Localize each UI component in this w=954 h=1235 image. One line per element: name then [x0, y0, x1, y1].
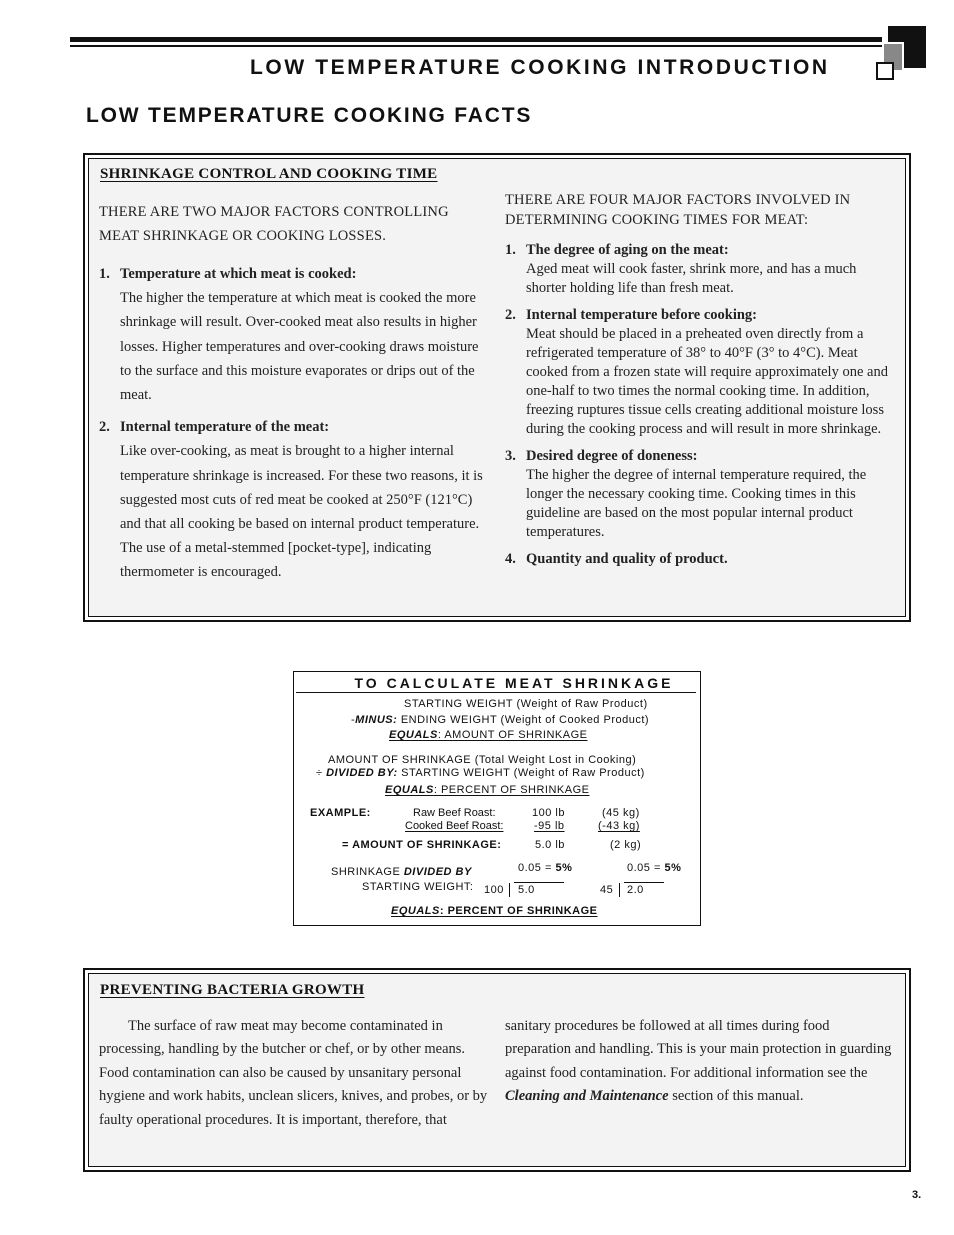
- quotient-kg: 0.05 = 5%: [627, 862, 682, 874]
- raw-roast-label: Raw Beef Roast:: [413, 807, 496, 819]
- division-label-top: SHRINKAGE DIVIDED BY: [331, 866, 472, 878]
- item-body: Aged meat will cook faster, shrink more, and has a much shorter holding life than fresh meat.: [526, 261, 857, 296]
- amount-shrinkage-kg: (2 kg): [610, 839, 642, 851]
- calc-line-amount: AMOUNT OF SHRINKAGE (Total Weight Lost in Cooking): [328, 754, 637, 766]
- dividend-kg: 2.0: [627, 884, 644, 896]
- header-square-icon: [876, 62, 894, 80]
- list-item: 4. Quantity and quality of product.: [505, 550, 897, 569]
- item-body: Like over-cooking, as meat is brought to a higher internal temperature shrinkage is increased. For these two reasons, it is suggested most cuts of red meat be cooked at 250°F (121°C) and that all cooking be based on internal product temperature. The use of a metal-stemmed [pocket-type], indicating thermometer is encouraged.: [120, 443, 483, 581]
- cooked-roast-label: Cooked Beef Roast:: [405, 820, 504, 832]
- right-intro: THERE ARE FOUR MAJOR FACTORS INVOLVED IN DETERMINING COOKING TIMES FOR MEAT:: [505, 192, 851, 228]
- list-item: 1. Temperature at which meat is cooked: The higher the temperature at which meat is cooked the more shrinkage will result. Over-cooked meat also results in higher losses. Higher temperatures and over-cooking draws moisture to the surface and this moisture evaporates or drips out of the meat.: [99, 262, 491, 407]
- calc-line-divided: ÷ DIVIDED BY: STARTING WEIGHT (Weight of Raw Product): [316, 767, 645, 779]
- bacteria-text-left: The surface of raw meat may become contaminated in processing, handling by the butcher or chef, or by other means. Food contamination can also be caused by unsanitary personal hygiene and work habits, unclean slicers, knives, and probes, or by faulty operational procedures. It is important, therefore, that: [99, 1018, 488, 1128]
- shrinkage-heading: SHRINKAGE CONTROL AND COOKING TIME: [100, 166, 438, 182]
- example-label: EXAMPLE:: [310, 807, 371, 819]
- calc-line-starting: STARTING WEIGHT (Weight of Raw Product): [404, 698, 648, 710]
- division-bracket-icon: [514, 882, 564, 883]
- calc-final-equals: EQUALS: PERCENT OF SHRINKAGE: [391, 905, 598, 917]
- amount-shrinkage-label: = AMOUNT OF SHRINKAGE:: [342, 839, 502, 851]
- item-body: The higher the degree of internal temperature required, the longer the necessary cooking time. Cooking times in this guideline are based on the most popular internal product temperatures.: [526, 467, 867, 540]
- item-title: Quantity and quality of product.: [526, 551, 728, 567]
- section-title: LOW TEMPERATURE COOKING FACTS: [86, 104, 533, 127]
- item-body: Meat should be placed in a preheated oven directly from a refrigerated temperature of 38° to 40°F (3° to 4°C). Meat cooked from a frozen state will require approximately one and one-half to two times the normal cooking time. In addition, freezing ruptures tissue cells creating additional moisture loss during the cooking process and will result in more shrinkage.: [526, 326, 888, 437]
- cooked-roast-kg: (-43 kg): [598, 820, 640, 832]
- header-rule: [70, 37, 882, 51]
- left-factor-list: [99, 262, 491, 593]
- divisor-kg: 45: [600, 884, 614, 896]
- quotient-lb: 0.05 = 5%: [518, 862, 573, 874]
- calc-line-equals-amount: EQUALS: AMOUNT OF SHRINKAGE: [389, 729, 588, 741]
- divisor-lb: 100: [484, 884, 504, 896]
- bacteria-text-right: sanitary procedures be followed at all times during food preparation and handling. This is your main protection in guarding against food contamination. For additional information see the Cleaning and Maintenance section of this manual.: [505, 1018, 892, 1105]
- list-item: 1. The degree of aging on the meat: Aged meat will cook faster, shrink more, and has a much shorter holding life than fresh meat.: [505, 241, 897, 298]
- division-bracket-icon: [624, 882, 664, 883]
- calc-title: TO CALCULATE MEAT SHRINKAGE: [354, 675, 674, 691]
- dividend-lb: 5.0: [518, 884, 535, 896]
- item-title: Desired degree of doneness:: [526, 448, 698, 464]
- shrinkage-calculation-box: [293, 671, 701, 926]
- item-title: The degree of aging on the meat:: [526, 242, 729, 258]
- page-number: 3.: [912, 1189, 922, 1201]
- calc-line-minus: -MINUS: ENDING WEIGHT (Weight of Cooked Product): [351, 714, 650, 726]
- right-factor-list: [505, 241, 897, 577]
- cleaning-maintenance-reference: Cleaning and Maintenance: [505, 1088, 669, 1105]
- calc-line-equals-percent: EQUALS: PERCENT OF SHRINKAGE: [385, 784, 590, 796]
- header-title: LOW TEMPERATURE COOKING INTRODUCTION: [250, 56, 830, 79]
- item-body: The higher the temperature at which meat is cooked the more shrinkage will result. Over-cooked meat also results in higher losses. Higher temperatures and over-cooking draws moisture to the surface and this moisture evaporates or drips out of the meat.: [120, 290, 479, 404]
- division-label-bottom: STARTING WEIGHT:: [362, 881, 474, 893]
- item-title: Internal temperature of the meat:: [120, 419, 330, 436]
- list-item: 2. Internal temperature before cooking: Meat should be placed in a preheated oven directly from a refrigerated temperature of 38° to 40°F (3° to 4°C). Meat cooked from a frozen state will require approximately one and one-half to two times the normal cooking time. In addition, freezing ruptures tissue cells creating additional moisture loss during the cooking process and will result in more shrinkage.: [505, 306, 897, 439]
- raw-roast-kg: (45 kg): [602, 807, 640, 819]
- amount-shrinkage-lb: 5.0 lb: [535, 839, 565, 851]
- calc-title-rule: [296, 692, 696, 693]
- item-title: Internal temperature before cooking:: [526, 307, 758, 323]
- item-title: Temperature at which meat is cooked:: [120, 266, 357, 282]
- left-intro: THERE ARE TWO MAJOR FACTORS CONTROLLING MEAT SHRINKAGE OR COOKING LOSSES.: [99, 204, 449, 244]
- bacteria-heading: PREVENTING BACTERIA GROWTH: [100, 982, 365, 998]
- list-item: 2. Internal temperature of the meat: Like over-cooking, as meat is brought to a higher internal temperature shrinkage is increased. For these two reasons, it is suggested most cuts of red meat be cooked at 250°F (121°C) and that all cooking be based on internal product temperature. The use of a metal-stemmed [pocket-type], indicating thermometer is encouraged.: [99, 415, 491, 584]
- list-item: 3. Desired degree of doneness: The higher the degree of internal temperature required, the longer the necessary cooking time. Cooking times in this guideline are based on the most popular internal product temperatures.: [505, 447, 897, 542]
- raw-roast-lb: 100 lb: [532, 807, 565, 819]
- cooked-roast-lb: -95 lb: [534, 820, 565, 832]
